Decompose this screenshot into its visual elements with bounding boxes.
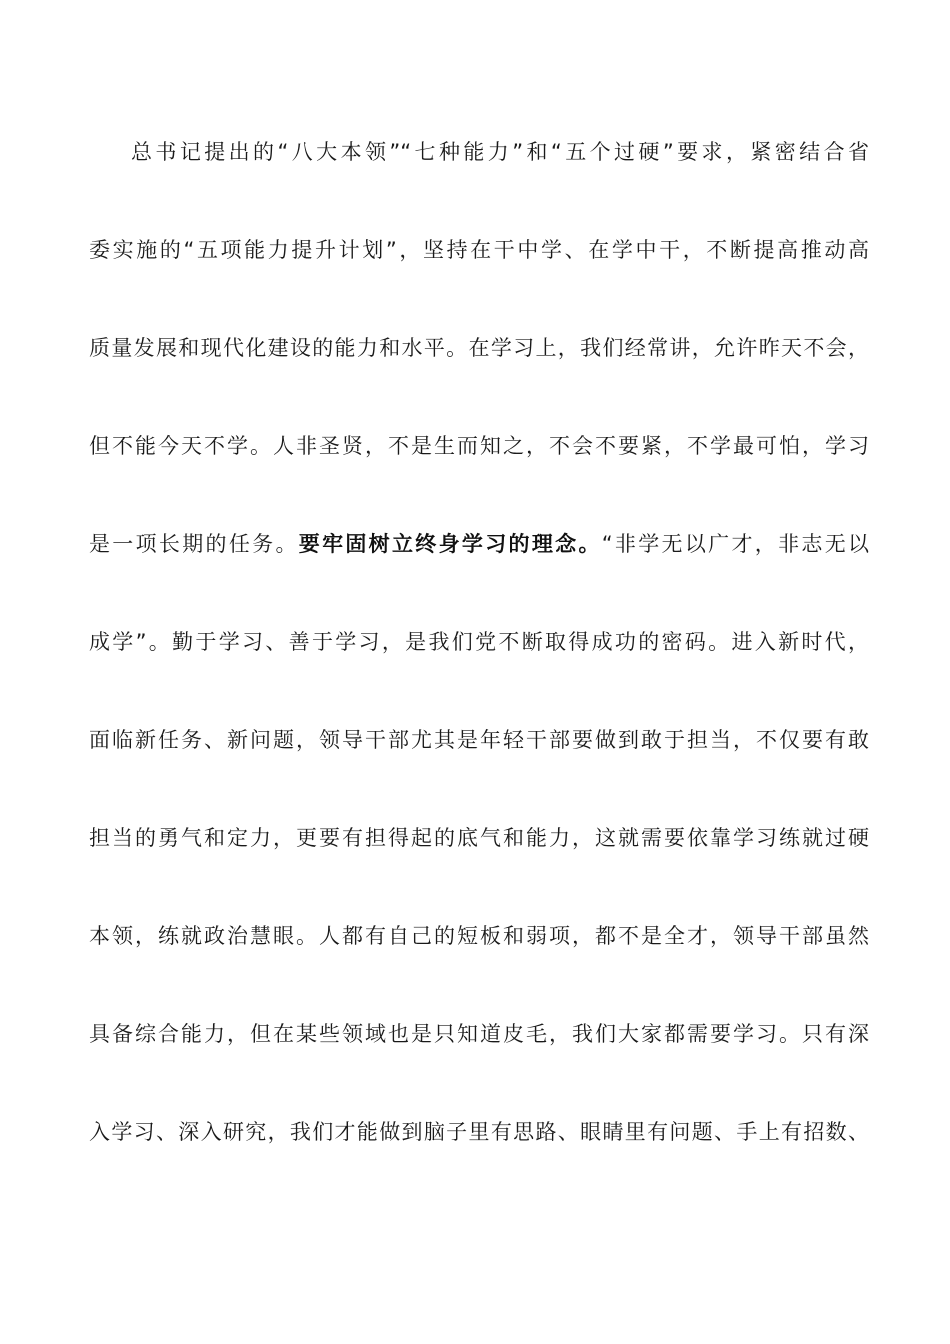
line-text: “非学无以广才，非志无以 xyxy=(601,532,869,556)
line-text: 但不能今天不学。人非圣贤，不是生而知之，不会不要紧，不学最可怕，学习 xyxy=(89,434,869,458)
paragraph-line-8 xyxy=(89,820,869,856)
paragraph-line-3 xyxy=(89,330,869,366)
paragraph-line-1 xyxy=(131,134,869,170)
line-text: 委实施的“五项能力提升计划”，坚持在干中学、在学中干，不断提高推动高 xyxy=(89,238,869,262)
line-text: 总书记提出的“八大本领”“七种能力”和“五个过硬”要求，紧密结合省 xyxy=(131,140,869,164)
line-text: 入学习、深入研究，我们才能做到脑子里有思路、眼睛里有问题、手上有招数、 xyxy=(89,1120,869,1144)
line-text: 担当的勇气和定力，更要有担得起的底气和能力，这就需要依靠学习练就过硬 xyxy=(89,826,869,850)
line-text: 具备综合能力，但在某些领域也是只知道皮毛，我们大家都需要学习。只有深 xyxy=(89,1022,869,1046)
paragraph-line-11 xyxy=(89,1114,869,1150)
line-text: 成学”。勤于学习、善于学习，是我们党不断取得成功的密码。进入新时代， xyxy=(89,630,869,654)
paragraph-line-4 xyxy=(89,428,869,464)
line-text: 面临新任务、新问题，领导干部尤其是年轻干部要做到敢于担当，不仅要有敢 xyxy=(89,728,869,752)
paragraph-line-5 xyxy=(89,526,869,562)
paragraph-line-9 xyxy=(89,918,869,954)
paragraph-line-7 xyxy=(89,722,869,758)
paragraph-line-6 xyxy=(89,624,869,660)
paragraph-line-10 xyxy=(89,1016,869,1052)
bold-heading-text: 要牢固树立终身学习的理念。 xyxy=(298,532,602,556)
paragraph-line-2 xyxy=(89,232,869,268)
line-text: 是一项长期的任务。 xyxy=(89,532,299,556)
line-text: 本领，练就政治慧眼。人都有自己的短板和弱项，都不是全才，领导干部虽然 xyxy=(89,924,869,948)
line-text: 质量发展和现代化建设的能力和水平。在学习上，我们经常讲，允许昨天不会， xyxy=(89,336,869,360)
